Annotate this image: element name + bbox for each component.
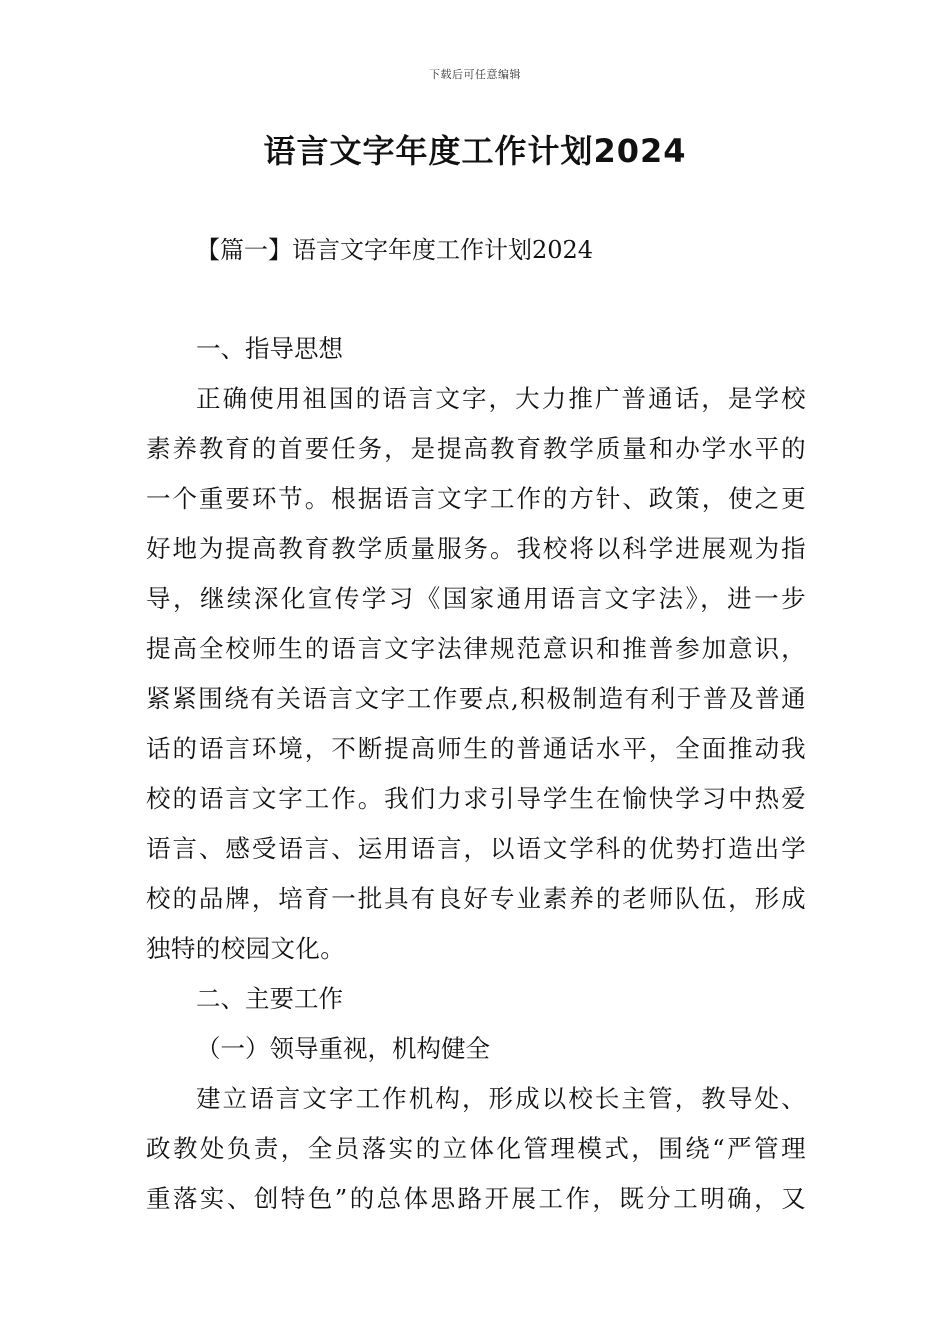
- paragraph-line: 一个重要环节。根据语言文字工作的方针、政策，使之更: [146, 484, 806, 513]
- section-subheading: 【篇一】语言文字年度工作计划2024: [196, 236, 594, 264]
- paragraph-line: 校的品牌，培育一批具有良好专业素养的老师队伍，形成: [146, 884, 806, 913]
- section-2-subheading: （一）领导重视，机构健全: [196, 1034, 490, 1063]
- document-title: 语言文字年度工作计划2024: [263, 132, 687, 170]
- paragraph-line: 校的语言文字工作。我们力求引导学生在愉快学习中热爱: [146, 784, 806, 813]
- paragraph-line: 紧紧围绕有关语言文字工作要点,积极制造有利于普及普通: [146, 684, 806, 713]
- section-1: [146, 324, 806, 1224]
- paragraph-line: 独特的校园文化。: [146, 934, 346, 963]
- paragraph-line: 重落实、创特色”的总体思路开展工作，既分工明确，又: [146, 1184, 806, 1213]
- paragraph-line: 政教处负责，全员落实的立体化管理模式，围绕“严管理: [146, 1134, 806, 1163]
- paragraph-line: 素养教育的首要任务，是提高教育教学质量和办学水平的: [146, 434, 806, 463]
- header-note: 下载后可任意编辑: [429, 68, 521, 81]
- section-2-heading: 二、主要工作: [196, 984, 343, 1013]
- paragraph-line: 语言、感受语言、运用语言，以语文学科的优势打造出学: [146, 834, 806, 863]
- paragraph-line: 正确使用祖国的语言文字，大力推广普通话，是学校: [196, 384, 806, 413]
- paragraph-line: 提高全校师生的语言文字法律规范意识和推普参加意识，: [146, 634, 806, 663]
- paragraph-line: 建立语言文字工作机构，形成以校长主管，教导处、: [196, 1084, 806, 1113]
- paragraph-line: 话的语言环境，不断提高师生的普通话水平，全面推动我: [146, 734, 806, 763]
- section-1-heading: 一、指导思想: [196, 334, 343, 363]
- paragraph-line: 好地为提高教育教学质量服务。我校将以科学进展观为指: [146, 534, 806, 563]
- paragraph-line: 导，继续深化宣传学习《国家通用语言文字法》，进一步: [146, 584, 806, 613]
